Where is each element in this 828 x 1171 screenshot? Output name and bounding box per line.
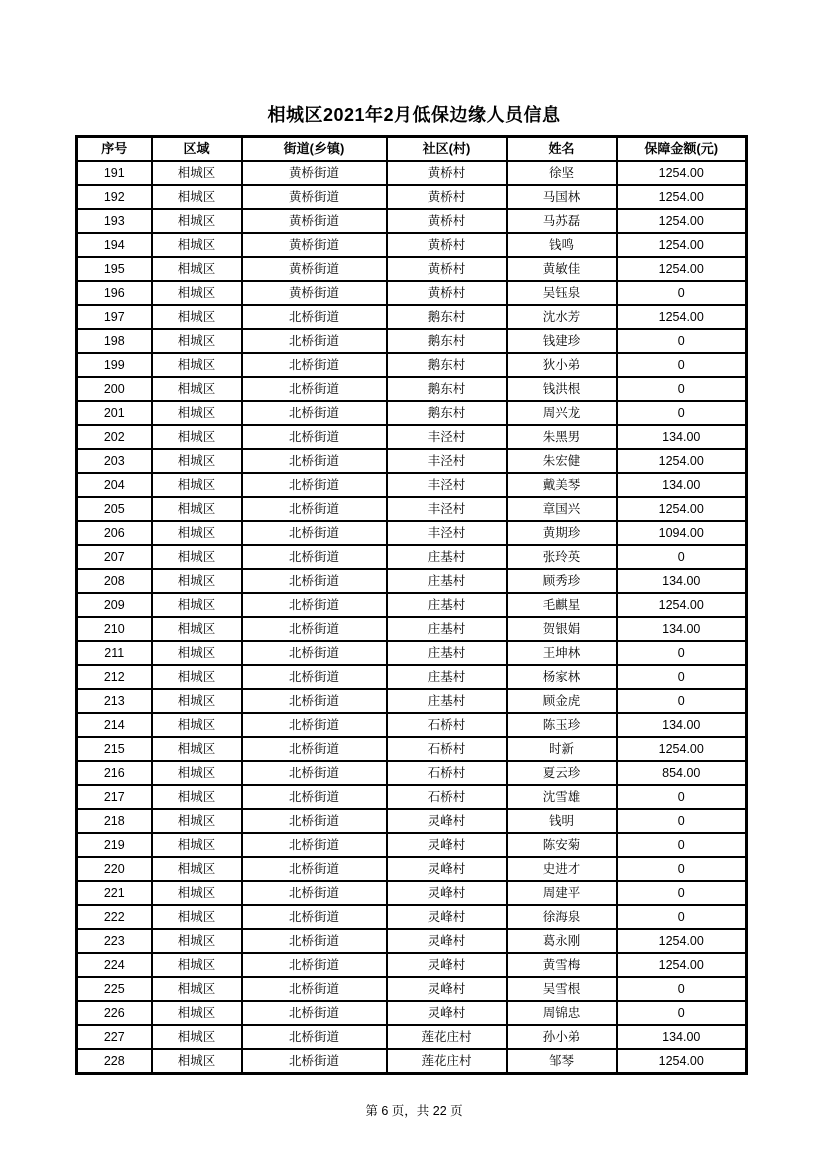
cell-street: 北桥街道 bbox=[242, 353, 387, 377]
cell-name: 顾金虎 bbox=[507, 689, 617, 713]
table-row bbox=[77, 641, 747, 665]
cell-amount: 1254.00 bbox=[617, 737, 747, 761]
cell-serial: 217 bbox=[77, 785, 152, 809]
cell-region: 相城区 bbox=[152, 881, 242, 905]
cell-serial: 213 bbox=[77, 689, 152, 713]
cell-amount: 0 bbox=[617, 881, 747, 905]
table-row bbox=[77, 929, 747, 953]
table-row bbox=[77, 833, 747, 857]
cell-name: 马苏磊 bbox=[507, 209, 617, 233]
cell-name: 葛永刚 bbox=[507, 929, 617, 953]
table-row bbox=[77, 785, 747, 809]
cell-amount: 0 bbox=[617, 977, 747, 1001]
cell-street: 北桥街道 bbox=[242, 737, 387, 761]
table-row bbox=[77, 185, 747, 209]
cell-village: 莲花庄村 bbox=[387, 1025, 507, 1049]
cell-region: 相城区 bbox=[152, 1025, 242, 1049]
cell-village: 黄桥村 bbox=[387, 257, 507, 281]
cell-amount: 1254.00 bbox=[617, 257, 747, 281]
table-row bbox=[77, 161, 747, 185]
cell-amount: 1254.00 bbox=[617, 593, 747, 617]
table-row bbox=[77, 953, 747, 977]
cell-village: 庄基村 bbox=[387, 545, 507, 569]
cell-serial: 223 bbox=[77, 929, 152, 953]
cell-name: 顾秀珍 bbox=[507, 569, 617, 593]
table-row bbox=[77, 473, 747, 497]
cell-region: 相城区 bbox=[152, 953, 242, 977]
cell-name: 朱黑男 bbox=[507, 425, 617, 449]
cell-serial: 206 bbox=[77, 521, 152, 545]
cell-region: 相城区 bbox=[152, 257, 242, 281]
cell-village: 石桥村 bbox=[387, 737, 507, 761]
table-row bbox=[77, 545, 747, 569]
col-header-name: 姓名 bbox=[507, 137, 617, 162]
cell-region: 相城区 bbox=[152, 497, 242, 521]
cell-name: 钱建珍 bbox=[507, 329, 617, 353]
cell-name: 贺银娟 bbox=[507, 617, 617, 641]
cell-name: 张玲英 bbox=[507, 545, 617, 569]
cell-amount: 0 bbox=[617, 545, 747, 569]
cell-village: 黄桥村 bbox=[387, 209, 507, 233]
cell-street: 北桥街道 bbox=[242, 401, 387, 425]
cell-serial: 195 bbox=[77, 257, 152, 281]
cell-amount: 1254.00 bbox=[617, 1049, 747, 1074]
cell-serial: 212 bbox=[77, 665, 152, 689]
cell-street: 黄桥街道 bbox=[242, 185, 387, 209]
cell-serial: 194 bbox=[77, 233, 152, 257]
cell-name: 陈安菊 bbox=[507, 833, 617, 857]
cell-amount: 0 bbox=[617, 401, 747, 425]
col-header-serial: 序号 bbox=[77, 137, 152, 162]
table-row bbox=[77, 857, 747, 881]
cell-serial: 227 bbox=[77, 1025, 152, 1049]
table-row bbox=[77, 665, 747, 689]
col-header-amount: 保障金额(元) bbox=[617, 137, 747, 162]
cell-village: 丰泾村 bbox=[387, 497, 507, 521]
cell-amount: 0 bbox=[617, 665, 747, 689]
cell-amount: 1254.00 bbox=[617, 233, 747, 257]
cell-village: 庄基村 bbox=[387, 617, 507, 641]
table-row bbox=[77, 353, 747, 377]
cell-street: 北桥街道 bbox=[242, 785, 387, 809]
cell-amount: 0 bbox=[617, 689, 747, 713]
cell-village: 石桥村 bbox=[387, 713, 507, 737]
cell-serial: 221 bbox=[77, 881, 152, 905]
cell-name: 史进才 bbox=[507, 857, 617, 881]
cell-region: 相城区 bbox=[152, 353, 242, 377]
cell-serial: 201 bbox=[77, 401, 152, 425]
cell-street: 北桥街道 bbox=[242, 569, 387, 593]
cell-amount: 134.00 bbox=[617, 713, 747, 737]
cell-serial: 218 bbox=[77, 809, 152, 833]
cell-village: 鹅东村 bbox=[387, 377, 507, 401]
cell-serial: 225 bbox=[77, 977, 152, 1001]
cell-name: 杨家林 bbox=[507, 665, 617, 689]
cell-region: 相城区 bbox=[152, 329, 242, 353]
table-row bbox=[77, 1049, 747, 1074]
table-row bbox=[77, 209, 747, 233]
cell-region: 相城区 bbox=[152, 785, 242, 809]
table-header bbox=[77, 137, 747, 162]
cell-name: 毛麒星 bbox=[507, 593, 617, 617]
cell-village: 灵峰村 bbox=[387, 977, 507, 1001]
welfare-info-table bbox=[75, 135, 748, 1075]
cell-street: 北桥街道 bbox=[242, 857, 387, 881]
cell-name: 夏云珍 bbox=[507, 761, 617, 785]
cell-region: 相城区 bbox=[152, 977, 242, 1001]
cell-name: 陈玉珍 bbox=[507, 713, 617, 737]
cell-village: 鹅东村 bbox=[387, 353, 507, 377]
cell-village: 鹅东村 bbox=[387, 401, 507, 425]
table-row bbox=[77, 305, 747, 329]
cell-serial: 197 bbox=[77, 305, 152, 329]
cell-serial: 215 bbox=[77, 737, 152, 761]
table-body bbox=[77, 161, 747, 1074]
cell-street: 北桥街道 bbox=[242, 1049, 387, 1074]
cell-street: 北桥街道 bbox=[242, 617, 387, 641]
cell-street: 北桥街道 bbox=[242, 545, 387, 569]
cell-serial: 207 bbox=[77, 545, 152, 569]
cell-village: 灵峰村 bbox=[387, 809, 507, 833]
cell-region: 相城区 bbox=[152, 185, 242, 209]
cell-serial: 208 bbox=[77, 569, 152, 593]
cell-region: 相城区 bbox=[152, 833, 242, 857]
cell-name: 钱鸣 bbox=[507, 233, 617, 257]
cell-amount: 0 bbox=[617, 905, 747, 929]
cell-street: 黄桥街道 bbox=[242, 209, 387, 233]
cell-region: 相城区 bbox=[152, 521, 242, 545]
col-header-region: 区域 bbox=[152, 137, 242, 162]
cell-street: 北桥街道 bbox=[242, 665, 387, 689]
cell-village: 灵峰村 bbox=[387, 881, 507, 905]
cell-street: 北桥街道 bbox=[242, 905, 387, 929]
cell-street: 北桥街道 bbox=[242, 593, 387, 617]
cell-name: 戴美琴 bbox=[507, 473, 617, 497]
cell-village: 灵峰村 bbox=[387, 929, 507, 953]
cell-street: 北桥街道 bbox=[242, 977, 387, 1001]
cell-serial: 199 bbox=[77, 353, 152, 377]
cell-name: 邹琴 bbox=[507, 1049, 617, 1074]
cell-village: 灵峰村 bbox=[387, 1001, 507, 1025]
cell-amount: 1254.00 bbox=[617, 185, 747, 209]
cell-village: 庄基村 bbox=[387, 569, 507, 593]
table-row bbox=[77, 497, 747, 521]
table-row bbox=[77, 809, 747, 833]
cell-region: 相城区 bbox=[152, 209, 242, 233]
cell-street: 北桥街道 bbox=[242, 473, 387, 497]
cell-street: 北桥街道 bbox=[242, 953, 387, 977]
cell-name: 章国兴 bbox=[507, 497, 617, 521]
cell-village: 黄桥村 bbox=[387, 185, 507, 209]
table-row bbox=[77, 761, 747, 785]
cell-amount: 1254.00 bbox=[617, 449, 747, 473]
cell-village: 鹅东村 bbox=[387, 329, 507, 353]
table-row bbox=[77, 689, 747, 713]
header-row bbox=[77, 137, 747, 162]
table-row bbox=[77, 425, 747, 449]
table-row bbox=[77, 377, 747, 401]
cell-serial: 214 bbox=[77, 713, 152, 737]
table-row bbox=[77, 1001, 747, 1025]
cell-amount: 1254.00 bbox=[617, 209, 747, 233]
cell-name: 钱洪根 bbox=[507, 377, 617, 401]
cell-name: 黄雪梅 bbox=[507, 953, 617, 977]
col-header-village: 社区(村) bbox=[387, 137, 507, 162]
cell-village: 黄桥村 bbox=[387, 233, 507, 257]
cell-village: 鹅东村 bbox=[387, 305, 507, 329]
cell-serial: 228 bbox=[77, 1049, 152, 1074]
cell-amount: 134.00 bbox=[617, 425, 747, 449]
cell-region: 相城区 bbox=[152, 761, 242, 785]
cell-region: 相城区 bbox=[152, 857, 242, 881]
cell-region: 相城区 bbox=[152, 281, 242, 305]
cell-amount: 134.00 bbox=[617, 569, 747, 593]
cell-amount: 0 bbox=[617, 857, 747, 881]
cell-street: 北桥街道 bbox=[242, 1001, 387, 1025]
cell-village: 黄桥村 bbox=[387, 281, 507, 305]
cell-amount: 0 bbox=[617, 329, 747, 353]
cell-name: 钱明 bbox=[507, 809, 617, 833]
cell-street: 北桥街道 bbox=[242, 641, 387, 665]
table-row bbox=[77, 329, 747, 353]
cell-name: 徐海泉 bbox=[507, 905, 617, 929]
table-row bbox=[77, 569, 747, 593]
cell-name: 沈水芳 bbox=[507, 305, 617, 329]
cell-amount: 1254.00 bbox=[617, 305, 747, 329]
cell-region: 相城区 bbox=[152, 305, 242, 329]
cell-amount: 1254.00 bbox=[617, 161, 747, 185]
cell-region: 相城区 bbox=[152, 665, 242, 689]
cell-region: 相城区 bbox=[152, 425, 242, 449]
cell-serial: 205 bbox=[77, 497, 152, 521]
cell-village: 石桥村 bbox=[387, 785, 507, 809]
cell-village: 庄基村 bbox=[387, 641, 507, 665]
table-row bbox=[77, 401, 747, 425]
cell-region: 相城区 bbox=[152, 689, 242, 713]
cell-name: 孙小弟 bbox=[507, 1025, 617, 1049]
cell-amount: 854.00 bbox=[617, 761, 747, 785]
cell-village: 灵峰村 bbox=[387, 905, 507, 929]
table-row bbox=[77, 257, 747, 281]
table-row bbox=[77, 617, 747, 641]
page-number-indicator: 第 6 页，共 22 页 bbox=[365, 1104, 463, 1118]
cell-amount: 134.00 bbox=[617, 473, 747, 497]
cell-amount: 0 bbox=[617, 377, 747, 401]
cell-region: 相城区 bbox=[152, 569, 242, 593]
cell-village: 石桥村 bbox=[387, 761, 507, 785]
table-row bbox=[77, 233, 747, 257]
cell-region: 相城区 bbox=[152, 233, 242, 257]
cell-amount: 1254.00 bbox=[617, 929, 747, 953]
cell-village: 莲花庄村 bbox=[387, 1049, 507, 1074]
cell-amount: 0 bbox=[617, 833, 747, 857]
cell-region: 相城区 bbox=[152, 593, 242, 617]
cell-serial: 220 bbox=[77, 857, 152, 881]
cell-serial: 226 bbox=[77, 1001, 152, 1025]
cell-street: 北桥街道 bbox=[242, 521, 387, 545]
table-row bbox=[77, 281, 747, 305]
cell-serial: 224 bbox=[77, 953, 152, 977]
cell-amount: 1094.00 bbox=[617, 521, 747, 545]
cell-name: 周建平 bbox=[507, 881, 617, 905]
table-row bbox=[77, 977, 747, 1001]
cell-name: 徐坚 bbox=[507, 161, 617, 185]
table-row bbox=[77, 737, 747, 761]
col-header-street: 街道(乡镇) bbox=[242, 137, 387, 162]
cell-region: 相城区 bbox=[152, 617, 242, 641]
cell-street: 北桥街道 bbox=[242, 881, 387, 905]
cell-amount: 1254.00 bbox=[617, 497, 747, 521]
cell-name: 黄期珍 bbox=[507, 521, 617, 545]
cell-name: 马国林 bbox=[507, 185, 617, 209]
cell-name: 周兴龙 bbox=[507, 401, 617, 425]
cell-region: 相城区 bbox=[152, 809, 242, 833]
cell-region: 相城区 bbox=[152, 545, 242, 569]
cell-amount: 0 bbox=[617, 785, 747, 809]
cell-region: 相城区 bbox=[152, 473, 242, 497]
cell-village: 灵峰村 bbox=[387, 833, 507, 857]
cell-street: 黄桥街道 bbox=[242, 161, 387, 185]
cell-street: 北桥街道 bbox=[242, 809, 387, 833]
cell-serial: 216 bbox=[77, 761, 152, 785]
cell-village: 丰泾村 bbox=[387, 449, 507, 473]
cell-street: 北桥街道 bbox=[242, 497, 387, 521]
cell-village: 灵峰村 bbox=[387, 857, 507, 881]
cell-region: 相城区 bbox=[152, 929, 242, 953]
page-title: 相城区2021年2月低保边缘人员信息 bbox=[267, 105, 561, 125]
cell-street: 黄桥街道 bbox=[242, 233, 387, 257]
cell-street: 北桥街道 bbox=[242, 305, 387, 329]
cell-amount: 134.00 bbox=[617, 1025, 747, 1049]
cell-street: 北桥街道 bbox=[242, 377, 387, 401]
cell-street: 北桥街道 bbox=[242, 329, 387, 353]
cell-region: 相城区 bbox=[152, 401, 242, 425]
cell-village: 黄桥村 bbox=[387, 161, 507, 185]
cell-amount: 0 bbox=[617, 353, 747, 377]
cell-serial: 203 bbox=[77, 449, 152, 473]
cell-region: 相城区 bbox=[152, 377, 242, 401]
cell-serial: 191 bbox=[77, 161, 152, 185]
cell-village: 庄基村 bbox=[387, 665, 507, 689]
cell-village: 丰泾村 bbox=[387, 473, 507, 497]
cell-village: 丰泾村 bbox=[387, 425, 507, 449]
cell-amount: 0 bbox=[617, 281, 747, 305]
cell-street: 黄桥街道 bbox=[242, 281, 387, 305]
cell-region: 相城区 bbox=[152, 1049, 242, 1074]
cell-serial: 219 bbox=[77, 833, 152, 857]
cell-serial: 211 bbox=[77, 641, 152, 665]
cell-serial: 193 bbox=[77, 209, 152, 233]
cell-name: 周锦忠 bbox=[507, 1001, 617, 1025]
cell-village: 丰泾村 bbox=[387, 521, 507, 545]
table-row bbox=[77, 1025, 747, 1049]
cell-name: 朱宏健 bbox=[507, 449, 617, 473]
table-row bbox=[77, 713, 747, 737]
cell-name: 吴雪根 bbox=[507, 977, 617, 1001]
cell-region: 相城区 bbox=[152, 905, 242, 929]
cell-name: 狄小弟 bbox=[507, 353, 617, 377]
cell-region: 相城区 bbox=[152, 641, 242, 665]
table-row bbox=[77, 881, 747, 905]
cell-region: 相城区 bbox=[152, 737, 242, 761]
cell-village: 庄基村 bbox=[387, 689, 507, 713]
cell-street: 北桥街道 bbox=[242, 449, 387, 473]
cell-street: 北桥街道 bbox=[242, 833, 387, 857]
cell-village: 庄基村 bbox=[387, 593, 507, 617]
table-row bbox=[77, 905, 747, 929]
cell-name: 黄敏佳 bbox=[507, 257, 617, 281]
cell-serial: 222 bbox=[77, 905, 152, 929]
cell-name: 时新 bbox=[507, 737, 617, 761]
cell-street: 北桥街道 bbox=[242, 713, 387, 737]
cell-amount: 1254.00 bbox=[617, 953, 747, 977]
cell-street: 北桥街道 bbox=[242, 929, 387, 953]
cell-street: 北桥街道 bbox=[242, 761, 387, 785]
table-row bbox=[77, 521, 747, 545]
cell-serial: 196 bbox=[77, 281, 152, 305]
cell-street: 北桥街道 bbox=[242, 689, 387, 713]
table-row bbox=[77, 449, 747, 473]
cell-amount: 0 bbox=[617, 1001, 747, 1025]
cell-name: 吴钰泉 bbox=[507, 281, 617, 305]
table-row bbox=[77, 593, 747, 617]
cell-serial: 192 bbox=[77, 185, 152, 209]
cell-serial: 204 bbox=[77, 473, 152, 497]
cell-region: 相城区 bbox=[152, 713, 242, 737]
cell-name: 沈雪雄 bbox=[507, 785, 617, 809]
cell-amount: 134.00 bbox=[617, 617, 747, 641]
cell-region: 相城区 bbox=[152, 1001, 242, 1025]
cell-serial: 210 bbox=[77, 617, 152, 641]
cell-village: 灵峰村 bbox=[387, 953, 507, 977]
cell-serial: 198 bbox=[77, 329, 152, 353]
cell-serial: 202 bbox=[77, 425, 152, 449]
cell-amount: 0 bbox=[617, 809, 747, 833]
cell-amount: 0 bbox=[617, 641, 747, 665]
cell-name: 王坤林 bbox=[507, 641, 617, 665]
cell-street: 黄桥街道 bbox=[242, 257, 387, 281]
cell-region: 相城区 bbox=[152, 161, 242, 185]
cell-street: 北桥街道 bbox=[242, 1025, 387, 1049]
cell-serial: 200 bbox=[77, 377, 152, 401]
cell-region: 相城区 bbox=[152, 449, 242, 473]
cell-serial: 209 bbox=[77, 593, 152, 617]
cell-street: 北桥街道 bbox=[242, 425, 387, 449]
